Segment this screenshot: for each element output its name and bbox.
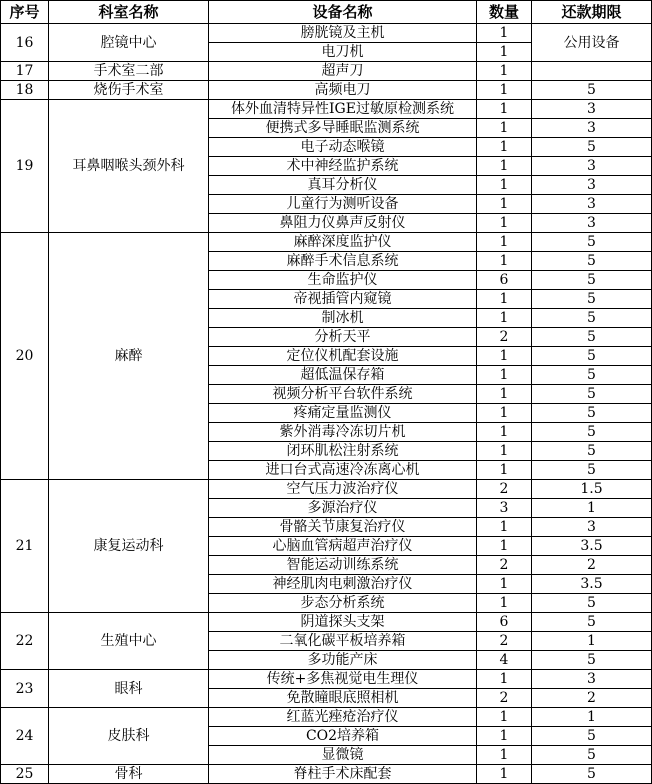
repayment-term: 公用设备: [532, 24, 652, 62]
repayment-term: 5: [532, 81, 652, 100]
device-name: 骨骼关节康复治疗仪: [209, 518, 477, 537]
quantity: 1: [477, 385, 532, 404]
quantity: 1: [477, 404, 532, 423]
repayment-term: 1.5: [532, 480, 652, 499]
repayment-term: 5: [532, 233, 652, 252]
repayment-term: 5: [532, 366, 652, 385]
quantity: 2: [477, 689, 532, 708]
repayment-term: 5: [532, 727, 652, 746]
quantity: 1: [477, 518, 532, 537]
device-name: CO2培养箱: [209, 727, 477, 746]
repayment-term: 5: [532, 138, 652, 157]
table-row: [1, 24, 652, 43]
header-no: 序号: [1, 1, 49, 24]
repayment-term: 5: [532, 404, 652, 423]
department-name: 麻醉: [49, 233, 209, 480]
device-name: 鼻阻力仪鼻声反射仪: [209, 214, 477, 233]
row-no: 22: [1, 613, 49, 670]
department-name: 手术室二部: [49, 62, 209, 81]
table-row: [1, 708, 652, 727]
repayment-term: 5: [532, 651, 652, 670]
quantity: 1: [477, 176, 532, 195]
row-no: 20: [1, 233, 49, 480]
device-name: 智能运动训练系统: [209, 556, 477, 575]
repayment-term: 5: [532, 271, 652, 290]
repayment-term: 3: [532, 670, 652, 689]
quantity: 1: [477, 252, 532, 271]
quantity: 1: [477, 461, 532, 480]
device-name: 神经肌肉电刺激治疗仪: [209, 575, 477, 594]
quantity: 1: [477, 347, 532, 366]
device-name: 膀胱镜及主机: [209, 24, 477, 43]
quantity: 2: [477, 632, 532, 651]
repayment-term: 3: [532, 176, 652, 195]
repayment-term: 3: [532, 119, 652, 138]
quantity: 1: [477, 138, 532, 157]
quantity: 1: [477, 62, 532, 81]
repayment-term: 1: [532, 632, 652, 651]
device-name: 制冰机: [209, 309, 477, 328]
device-name: 传统+多焦视觉电生理仪: [209, 670, 477, 689]
row-no: 17: [1, 62, 49, 81]
row-no: 24: [1, 708, 49, 765]
quantity: 2: [477, 556, 532, 575]
repayment-term: 5: [532, 290, 652, 309]
repayment-term: 1: [532, 499, 652, 518]
device-name: 儿童行为测听设备: [209, 195, 477, 214]
quantity: 1: [477, 594, 532, 613]
quantity: 1: [477, 195, 532, 214]
row-no: 19: [1, 100, 49, 233]
device-name: 真耳分析仪: [209, 176, 477, 195]
quantity: 1: [477, 537, 532, 556]
device-name: 生命监护仪: [209, 271, 477, 290]
repayment-term: 5: [532, 746, 652, 765]
department-name: 耳鼻咽喉头颈外科: [49, 100, 209, 233]
device-name: 视频分析平台软件系统: [209, 385, 477, 404]
row-no: 23: [1, 670, 49, 708]
header-term: 还款期限: [532, 1, 652, 24]
device-name: 心脑血管病超声治疗仪: [209, 537, 477, 556]
repayment-term: 1: [532, 708, 652, 727]
quantity: 1: [477, 24, 532, 43]
table-row: [1, 613, 652, 632]
quantity: 1: [477, 765, 532, 784]
device-name: 进口台式高速冷冻离心机: [209, 461, 477, 480]
repayment-term: 5: [532, 309, 652, 328]
repayment-term: 5: [532, 252, 652, 271]
device-name: 电子动态喉镜: [209, 138, 477, 157]
department-name: 骨科: [49, 765, 209, 784]
device-name: 空气压力波治疗仪: [209, 480, 477, 499]
device-name: 便携式多导睡眠监测系统: [209, 119, 477, 138]
repayment-term: 2: [532, 689, 652, 708]
table-row: [1, 670, 652, 689]
device-name: 定位仪机配套设施: [209, 347, 477, 366]
device-name: 体外血清特异性IGE过敏原检测系统: [209, 100, 477, 119]
repayment-term: [532, 62, 652, 81]
device-name: 多功能产床: [209, 651, 477, 670]
repayment-term: 5: [532, 594, 652, 613]
repayment-term: 3: [532, 214, 652, 233]
header-device: 设备名称: [209, 1, 477, 24]
device-name: 术中神经监护系统: [209, 157, 477, 176]
device-name: 多源治疗仪: [209, 499, 477, 518]
table-body: [1, 24, 652, 784]
quantity: 1: [477, 290, 532, 309]
quantity: 6: [477, 271, 532, 290]
quantity: 1: [477, 746, 532, 765]
table-row: [1, 100, 652, 119]
device-name: 超声刀: [209, 62, 477, 81]
quantity: 1: [477, 670, 532, 689]
repayment-term: 3: [532, 518, 652, 537]
table-row: [1, 81, 652, 100]
header-dept: 科室名称: [49, 1, 209, 24]
quantity: 2: [477, 480, 532, 499]
table-row: [1, 765, 652, 784]
quantity: 1: [477, 727, 532, 746]
repayment-term: 5: [532, 385, 652, 404]
quantity: 1: [477, 233, 532, 252]
quantity: 1: [477, 81, 532, 100]
repayment-term: 3.5: [532, 575, 652, 594]
table-row: [1, 233, 652, 252]
repayment-term: 5: [532, 328, 652, 347]
device-name: 麻醉手术信息系统: [209, 252, 477, 271]
repayment-term: 3.5: [532, 537, 652, 556]
device-name: 帝视插管内窥镜: [209, 290, 477, 309]
department-name: 烧伤手术室: [49, 81, 209, 100]
quantity: 1: [477, 366, 532, 385]
device-name: 紫外消毒冷冻切片机: [209, 423, 477, 442]
repayment-term: 5: [532, 613, 652, 632]
repayment-term: 5: [532, 442, 652, 461]
quantity: 1: [477, 575, 532, 594]
quantity: 1: [477, 214, 532, 233]
device-name: 步态分析系统: [209, 594, 477, 613]
repayment-term: 5: [532, 765, 652, 784]
quantity: 1: [477, 309, 532, 328]
quantity: 2: [477, 328, 532, 347]
repayment-term: 3: [532, 100, 652, 119]
quantity: 1: [477, 442, 532, 461]
row-no: 18: [1, 81, 49, 100]
table-row: [1, 480, 652, 499]
repayment-term: 5: [532, 461, 652, 480]
row-no: 25: [1, 765, 49, 784]
device-name: 麻醉深度监护仪: [209, 233, 477, 252]
header-row: [1, 1, 652, 24]
quantity: 3: [477, 499, 532, 518]
device-name: 高频电刀: [209, 81, 477, 100]
repayment-term: 3: [532, 157, 652, 176]
department-name: 生殖中心: [49, 613, 209, 670]
table-row: [1, 62, 652, 81]
device-name: 脊柱手术床配套: [209, 765, 477, 784]
device-name: 阴道探头支架: [209, 613, 477, 632]
quantity: 6: [477, 613, 532, 632]
device-name: 分析天平: [209, 328, 477, 347]
device-name: 疼痛定量监测仪: [209, 404, 477, 423]
row-no: 21: [1, 480, 49, 613]
repayment-term: 2: [532, 556, 652, 575]
row-no: 16: [1, 24, 49, 62]
repayment-term: 5: [532, 423, 652, 442]
quantity: 1: [477, 43, 532, 62]
quantity: 1: [477, 423, 532, 442]
device-name: 闭环肌松注射系统: [209, 442, 477, 461]
repayment-term: 5: [532, 347, 652, 366]
device-name: 二氧化碳平板培养箱: [209, 632, 477, 651]
department-name: 腔镜中心: [49, 24, 209, 62]
device-name: 红蓝光痤疮治疗仪: [209, 708, 477, 727]
device-name: 免散瞳眼底照相机: [209, 689, 477, 708]
department-name: 康复运动科: [49, 480, 209, 613]
device-name: 显微镜: [209, 746, 477, 765]
device-name: 电刀机: [209, 43, 477, 62]
header-qty: 数量: [477, 1, 532, 24]
repayment-term: 3: [532, 195, 652, 214]
quantity: 1: [477, 708, 532, 727]
quantity: 1: [477, 100, 532, 119]
device-name: 超低温保存箱: [209, 366, 477, 385]
department-name: 眼科: [49, 670, 209, 708]
department-name: 皮肤科: [49, 708, 209, 765]
quantity: 1: [477, 157, 532, 176]
quantity: 4: [477, 651, 532, 670]
quantity: 1: [477, 119, 532, 138]
